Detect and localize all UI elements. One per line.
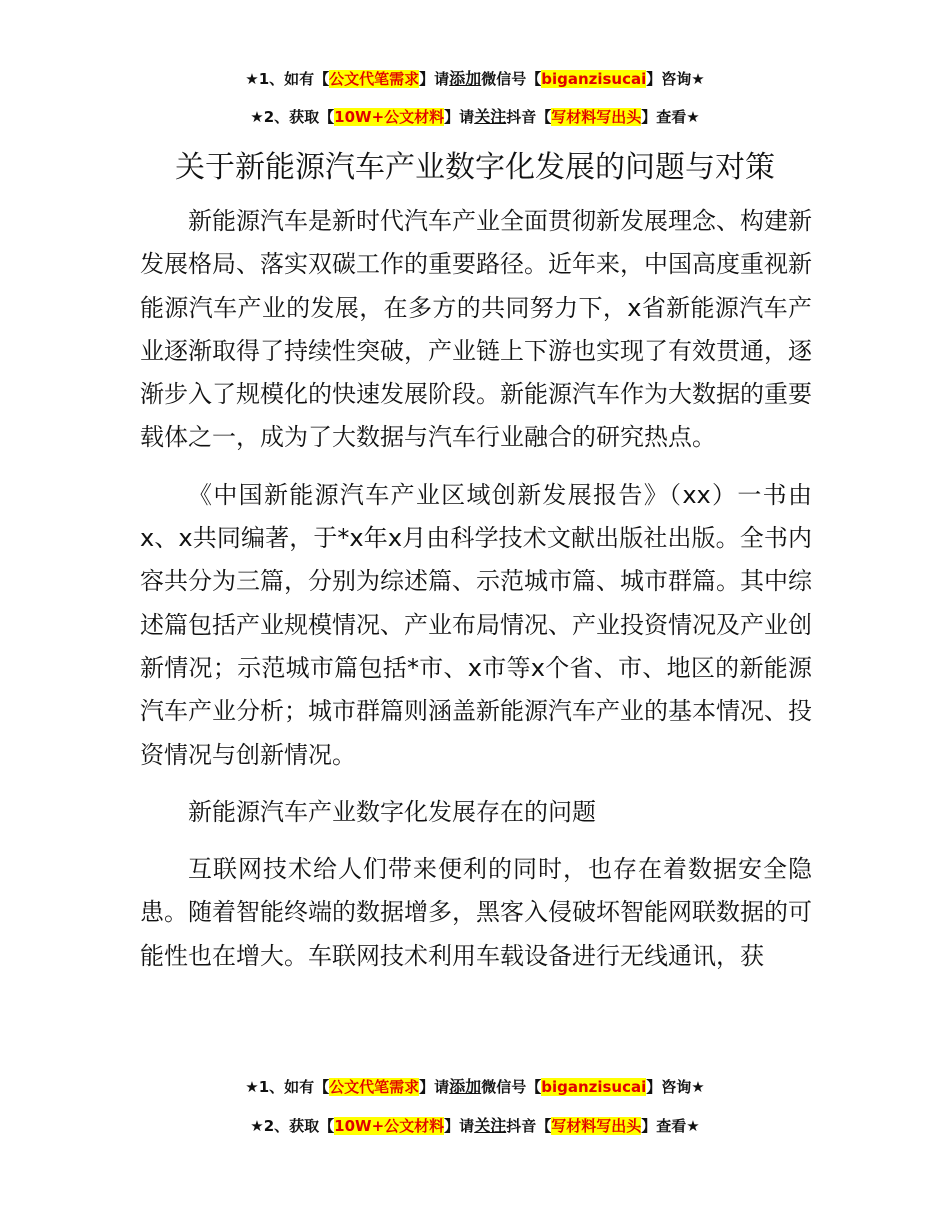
promo-emphasis: 添加 bbox=[449, 1077, 482, 1096]
star-icon: ★ bbox=[250, 1117, 264, 1135]
section-heading: 新能源汽车产业数字化发展存在的问题 bbox=[188, 797, 596, 826]
promo-highlight: 公文代笔需求 bbox=[329, 1078, 420, 1096]
promo-banner-bottom-line-2: ★2、获取【10W+公文材料】请关注抖音【写材料写出头】查看★ bbox=[250, 1116, 700, 1135]
paragraph-data-security: 互联网技术给人们带来便利的同时，也存在着数据安全隐患。随着智能终端的数据增多，黑客入侵破坏智能网联数据的可能性也在增大。车联网技术利用车载设备进行无线通讯，获 bbox=[140, 855, 812, 970]
promo-banner-bottom-line-1: ★1、如有【公文代笔需求】请添加微信号【biganzisucai】咨询★ bbox=[245, 1077, 705, 1096]
star-icon: ★ bbox=[250, 108, 264, 126]
star-icon: ★ bbox=[245, 1078, 259, 1096]
star-icon: ★ bbox=[686, 108, 700, 126]
promo-emphasis: 关注 bbox=[474, 1116, 507, 1135]
star-icon: ★ bbox=[691, 70, 705, 88]
wechat-id: biganzisucai bbox=[541, 70, 647, 88]
promo-banner-top-line-2: ★2、获取【10W+公文材料】请关注抖音【写材料写出头】查看★ bbox=[250, 107, 700, 126]
promo-emphasis: 添加 bbox=[449, 69, 482, 88]
paragraph-intro: 新能源汽车是新时代汽车产业全面贯彻新发展理念、构建新发展格局、落实双碳工作的重要路径。近年来，中国高度重视新能源汽车产业的发展，在多方的共同努力下，x省新能源汽车产业逐渐取得了持续性突破，产业链上下游也实现了有效贯通，逐渐步入了规模化的快速发展阶段。新能源汽车作为大数据的重要载体之一，成为了大数据与汽车行业融合的研究热点。 bbox=[140, 207, 812, 452]
star-icon: ★ bbox=[691, 1078, 705, 1096]
promo-highlight: 10W+公文材料 bbox=[334, 108, 445, 126]
promo-banner-top-line-1: ★1、如有【公文代笔需求】请添加微信号【biganzisucai】咨询★ bbox=[245, 69, 705, 88]
promo-highlight: 公文代笔需求 bbox=[329, 70, 420, 88]
promo-highlight: 10W+公文材料 bbox=[334, 1117, 445, 1135]
douyin-account: 写材料写出头 bbox=[551, 1117, 642, 1135]
document-body bbox=[140, 200, 812, 978]
wechat-id: biganzisucai bbox=[541, 1078, 647, 1096]
document-title: 关于新能源汽车产业数字化发展的问题与对策 bbox=[175, 150, 775, 185]
douyin-account: 写材料写出头 bbox=[551, 108, 642, 126]
paragraph-book-report: 《中国新能源汽车产业区域创新发展报告》（xx）一书由x、x共同编著，于*x年x月由科学技术文献出版社出版。全书内容共分为三篇，分别为综述篇、示范城市篇、城市群篇。其中综述篇包括产业规模情况、产业布局情况、产业投资情况及产业创新情况；示范城市篇包括*市、x市等x个省、市、地区的新能源汽车产业分析；城市群篇则涵盖新能源汽车产业的基本情况、投资情况与创新情况。 bbox=[140, 480, 812, 769]
star-icon: ★ bbox=[245, 70, 259, 88]
star-icon: ★ bbox=[686, 1117, 700, 1135]
promo-emphasis: 关注 bbox=[474, 107, 507, 126]
